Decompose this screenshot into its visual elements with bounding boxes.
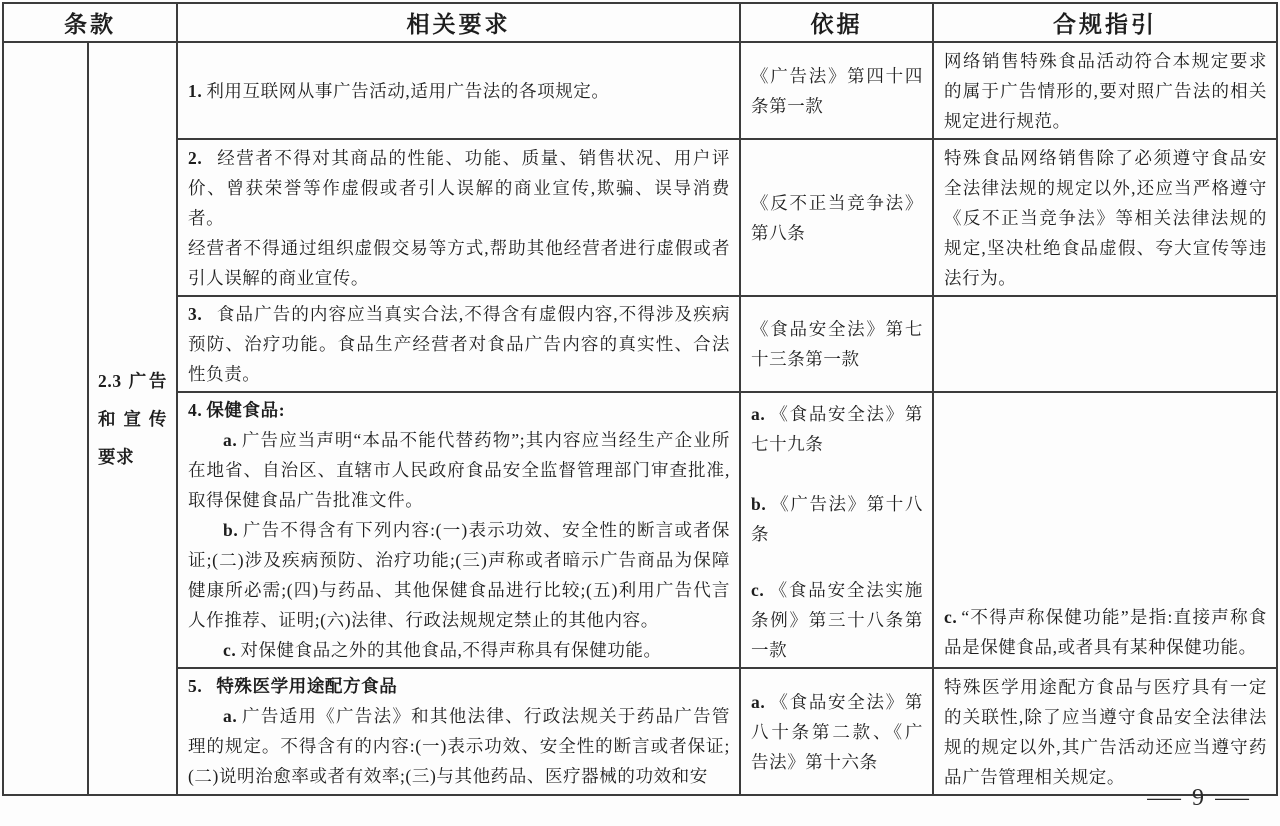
- basis-item: a. 《食品安全法》第八十条第二款、《广告法》第十六条: [751, 691, 923, 772]
- clause-group-cell: [3, 42, 88, 795]
- cell-basis-2: [740, 139, 933, 296]
- requirement-item: 2. 经营者不得对其商品的性能、功能、质量、销售状况、用户评价、曾获荣誉等作虚假或者引人误解的商业宣传,欺骗、误导消费者。: [188, 147, 730, 228]
- basis-item: a. 《食品安全法》第七十九条: [751, 404, 923, 454]
- cell-guidance-1: [933, 42, 1277, 139]
- table-row: [3, 668, 1277, 795]
- table-row: [3, 392, 1277, 668]
- requirement-item: 经营者不得通过组织虚假交易等方式,帮助其他经营者进行虚假或者引人误解的商业宣传。: [188, 237, 730, 288]
- guidance-item: 特殊医学用途配方食品与医疗具有一定的关联性,除了应当遵守食品安全法律法规的规定以外,其广告活动还应当遵守药品广告管理相关规定。: [944, 677, 1267, 787]
- requirement-item: c. 对保健食品之外的其他食品,不得声称具有保健功能。: [223, 640, 662, 660]
- requirement-item: 3. 食品广告的内容应当真实合法,不得含有虚假内容,不得涉及疾病预防、治疗功能。食品生产经营者对食品广告内容的真实性、合法性负责。: [188, 304, 730, 384]
- page-number-left-dash: —: [1147, 785, 1181, 811]
- clause-cell: [88, 42, 177, 795]
- cell-requirement-5: [177, 668, 740, 795]
- cell-requirement-4: [177, 392, 740, 668]
- table-row: [3, 139, 1277, 296]
- requirement-item: 1. 利用互联网从事广告活动,适用广告法的各项规定。: [188, 80, 610, 101]
- table-row: [3, 42, 1277, 139]
- requirement-item: 5. 特殊医学用途配方食品: [188, 676, 398, 696]
- header-clause: 条款: [3, 3, 177, 42]
- basis-item: c. 《食品安全法实施条例》第三十八条第一款: [751, 580, 923, 660]
- cell-guidance-5: [933, 668, 1277, 795]
- cell-basis-5: [740, 668, 933, 795]
- header-requirements: 相关要求: [177, 3, 740, 42]
- basis-item: 《食品安全法》第七十三条第一款: [751, 319, 923, 369]
- requirement-item: a. 广告适用《广告法》和其他法律、行政法规关于药品广告管理的规定。不得含有的内容:(一)表示功效、安全性的断言或者保证;(二)说明治愈率或者有效率;(三)与其他药品、医疗器械的功效和安: [188, 706, 730, 786]
- guidance-item: 特殊食品网络销售除了必须遵守食品安全法律法规的规定以外,还应当严格遵守《反不正当竞争法》等相关法律法规的规定,坚决杜绝食品虚假、夸大宣传等违法行为。: [944, 148, 1267, 288]
- clause-label: 2.3 广告和宣传要求: [98, 370, 167, 467]
- cell-requirement-3: [177, 296, 740, 392]
- cell-guidance-3: [933, 296, 1277, 392]
- cell-basis-4: [740, 392, 933, 668]
- requirement-item: a. 广告应当声明“本品不能代替药物”;其内容应当经生产企业所在地省、自治区、直辖市人民政府食品安全监督管理部门审查批准,取得保健食品广告批准文件。: [188, 430, 730, 510]
- page-number: [1147, 785, 1249, 812]
- cell-basis-3: [740, 296, 933, 392]
- guidance-item: 网络销售特殊食品活动符合本规定要求的属于广告情形的,要对照广告法的相关规定进行规范。: [944, 51, 1267, 131]
- basis-item: b. 《广告法》第十八条: [751, 494, 923, 544]
- guidance-item: c. “不得声称保健功能”是指:直接声称食品是保健食品,或者具有某种保健功能。: [944, 607, 1267, 657]
- page-number-value: 9: [1192, 785, 1204, 811]
- header-basis: 依据: [740, 3, 933, 42]
- compliance-table: [2, 2, 1278, 796]
- requirement-item: b. 广告不得含有下列内容:(一)表示功效、安全性的断言或者保证;(二)涉及疾病预防、治疗功能;(三)声称或者暗示广告商品为保障健康所必需;(四)与药品、其他保健食品进行比较;(五)利用广告代言人作推荐、证明;(六)法律、行政法规规定禁止的其他内容。: [188, 520, 730, 630]
- cell-guidance-4: [933, 392, 1277, 668]
- cell-guidance-2: [933, 139, 1277, 296]
- cell-basis-1: [740, 42, 933, 139]
- basis-item: 《广告法》第四十四条第一款: [751, 65, 923, 116]
- table-header-row: [3, 3, 1277, 42]
- cell-requirement-2: [177, 139, 740, 296]
- page-number-right-dash: —: [1215, 785, 1249, 811]
- header-guidance: 合规指引: [933, 3, 1277, 42]
- requirement-item: 4. 保健食品:: [188, 400, 286, 420]
- table-row: [3, 296, 1277, 392]
- cell-requirement-1: [177, 42, 740, 139]
- basis-item: 《反不正当竞争法》第八条: [751, 192, 923, 243]
